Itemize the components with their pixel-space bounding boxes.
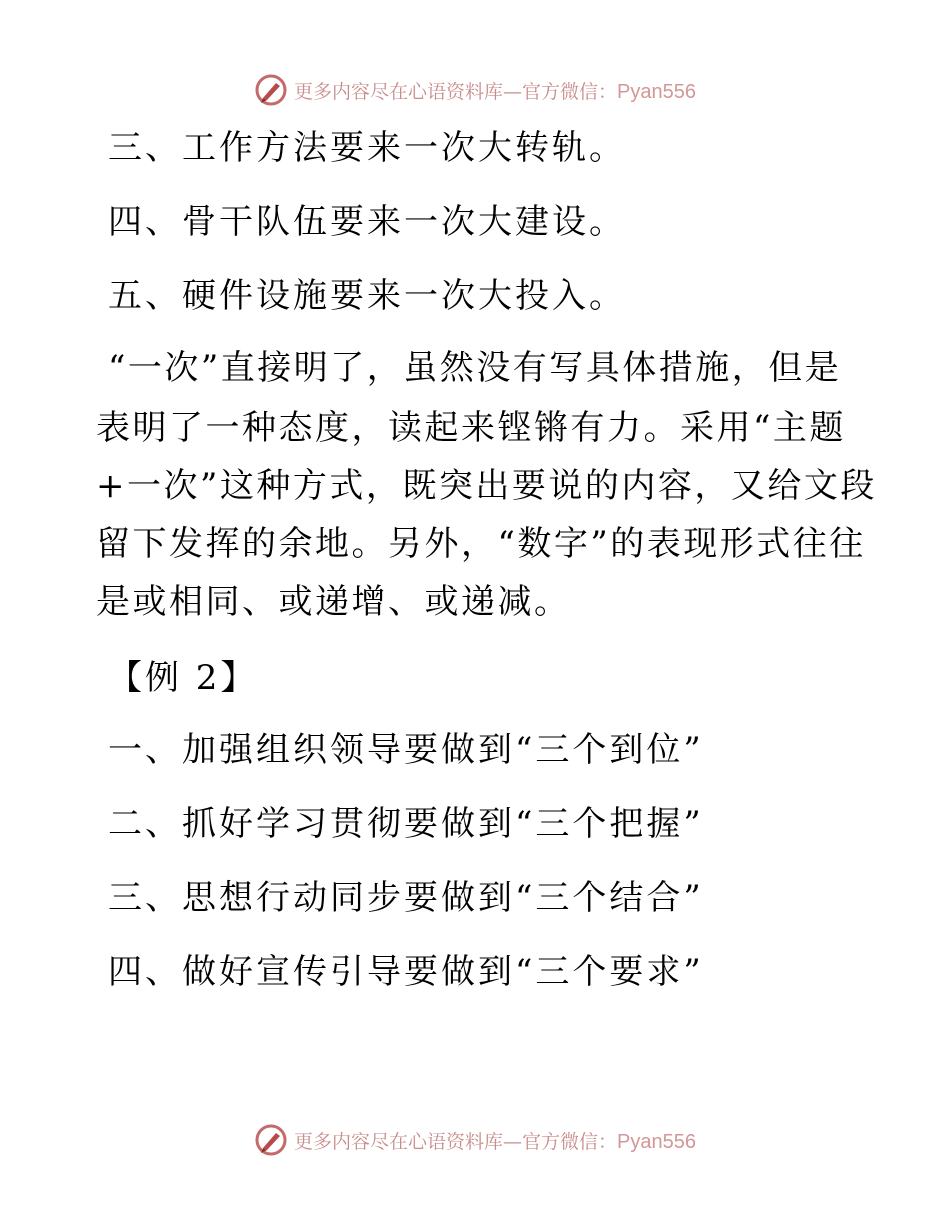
list-item: 二、抓好学习贯彻要做到“三个把握” bbox=[108, 804, 704, 844]
paragraph-line: 留下发挥的余地。另外，“数字”的表现形式往往 bbox=[96, 524, 866, 564]
list-item: 三、思想行动同步要做到“三个结合” bbox=[108, 878, 704, 918]
example-heading: 【例 2】 bbox=[108, 658, 258, 698]
list-item: 四、骨干队伍要来一次大建设。 bbox=[108, 202, 626, 242]
header-wechat-id: Pyan556 bbox=[617, 80, 696, 103]
list-item: 一、加强组织领导要做到“三个到位” bbox=[108, 730, 704, 770]
list-item: 五、硬件设施要来一次大投入。 bbox=[108, 276, 626, 316]
paragraph-line: 是或相同、或递增、或递减。 bbox=[96, 582, 571, 622]
header-banner-text bbox=[294, 77, 696, 104]
header-banner bbox=[0, 70, 950, 110]
footer-wechat-id: Pyan556 bbox=[617, 1130, 696, 1153]
paragraph-line: “一次”直接明了，虽然没有写具体措施，但是 bbox=[108, 348, 842, 388]
paragraph-line: 表明了一种态度，读起来铿锵有力。采用“主题 bbox=[96, 408, 846, 448]
pen-logo-icon bbox=[254, 1123, 288, 1157]
paragraph-line: +一次”这种方式，既突出要说的内容，又给文段 bbox=[96, 466, 877, 506]
list-item: 三、工作方法要来一次大转轨。 bbox=[108, 128, 626, 168]
footer-banner-label: 更多内容尽在心语资料库—官方微信： bbox=[294, 1130, 618, 1153]
pen-logo-icon bbox=[254, 73, 288, 107]
footer-banner-text bbox=[294, 1127, 696, 1154]
list-item: 四、做好宣传引导要做到“三个要求” bbox=[108, 952, 704, 992]
footer-banner bbox=[0, 1120, 950, 1160]
header-banner-label: 更多内容尽在心语资料库—官方微信： bbox=[294, 80, 618, 103]
